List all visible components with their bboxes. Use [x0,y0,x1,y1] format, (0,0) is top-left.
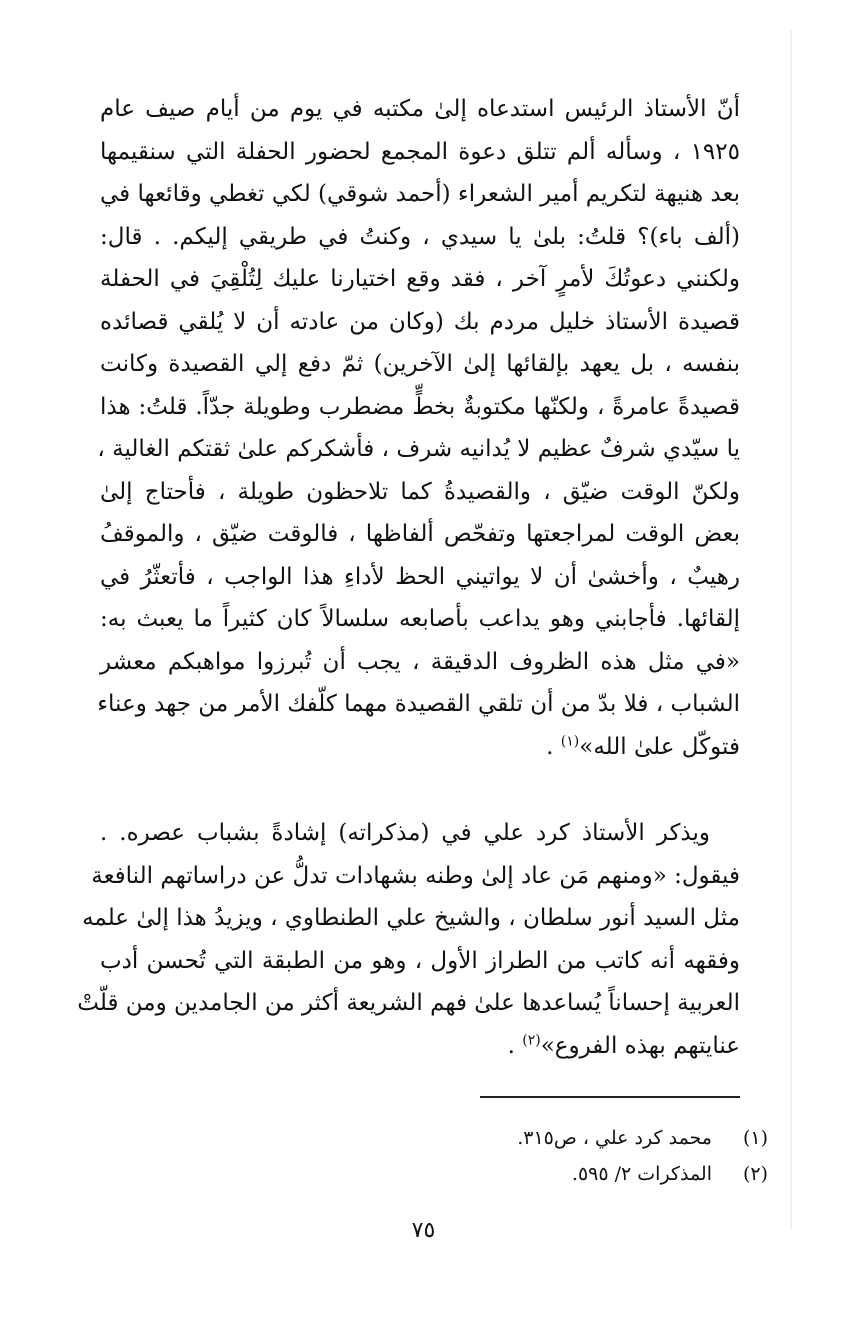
text-line: «في مثل هذه الظروف الدقيقة ، يجب أن تُبرزوا مواهبكم معشر [100,648,740,675]
text-line: العربية إحساناً يُساعدها علىٰ فهم الشريعة أكثر من الجامدين ومن قلّتْ [77,990,740,1016]
footnote-text: محمد كرد علي ، ص٣١٥. [517,1127,712,1149]
line-text: عنايتهم بهذه الفروع» [540,1032,740,1059]
text-line-last [100,726,740,769]
text-line: بعض الوقت لمراجعتها وتفحّص ألفاظها ، فالوقت ضيّق ، والموقفُ [100,521,740,547]
footnote-ref-1[interactable]: (١) [560,732,580,749]
footnote-separator [480,1096,740,1098]
line-text: فتوكّل علىٰ الله» [579,733,740,760]
end-punct: . [507,1032,515,1059]
text-line: إلقائها. فأجابني وهو يداعب بأصابعه سلسالاً كان كثيراً ما يعبث به: [100,606,740,632]
scan-gutter-shadow [790,30,792,1230]
text-line: الشباب ، فلا بدّ من أن تلقي القصيدة مهما كلّفك الأمر من جهد وعناء [97,691,740,717]
text-line: قصيدةً عامرةً ، ولكنّها مكتوبةٌ بخطٍّ مضطرب وطويلة جدّاً. قلتُ: هذا [100,393,740,420]
footnote-item [300,1156,768,1192]
footnote-number: (١) [742,1127,768,1149]
text-line-last [100,1025,740,1068]
footnote-item [300,1120,768,1156]
text-line: قصيدة الأستاذ خليل مردم بك (وكان من عادته أن لا يُلقي قصائده [100,308,740,335]
footnote-ref-2[interactable]: (٢) [522,1031,541,1048]
end-punct: . [546,733,554,760]
text-line: ١٩٢٥ ، وسأله ألم تتلق دعوة المجمع لحضور الحفلة التي سنقيمها [100,138,740,165]
text-line: فيقول: «ومنهم مَن عاد إلىٰ وطنه بشهادات تدلُّ عن دراساتهم النافعة [91,862,740,889]
footnote-text: المذكرات ٢/ ٥٩٥. [571,1163,712,1185]
paragraph-2 [77,812,740,1067]
text-line: بنفسه ، بل يعهد بإلقائها إلىٰ الآخرين) ثمّ دفع إلي القصيدة وكانت [100,351,740,377]
text-line: (ألف باء)؟ قلتُ: بلىٰ يا سيدي ، وكنتُ في طريقي إليكم. . قال: [100,223,740,250]
text-line: أنّ الأستاذ الرئيس استدعاه إلىٰ مكتبه في يوم من أيام صيف عام [100,96,740,122]
text-line: بعد هنيهة لتكريم أمير الشعراء (أحمد شوقي) لكي تغطي وقائعها في [100,181,740,207]
text-line: رهيبٌ ، وأخشىٰ أن لا يواتيني الحظ لأداءِ هذا الواجب ، فأتعثّرُ في [100,563,740,590]
text-line: مثل السيد أنور سلطان ، والشيخ علي الطنطاوي ، ويزيدُ هذا إلىٰ علمه [82,905,740,931]
paragraph-1 [97,88,740,768]
text-line: وفقهه أنه كاتب من الطراز الأول ، وهو من الطبقة التي تُحسن أدب [100,947,740,974]
footnote-number: (٢) [742,1163,768,1185]
text-line: يا سيّدي شرفٌ عظيم لا يُدانيه شرف ، فأشكركم علىٰ ثقتكم الغالية ، [97,436,740,462]
page-number: ٧٥ [411,1218,436,1243]
text-line: ولكنني دعوتُكَ لأمرٍ آخر ، فقد وقع اختيارنا عليك لِتُلْقِيَ في الحفلة [100,266,740,292]
text-line: ويذكر الأستاذ كرد علي في (مذكراته) إشادةً بشباب عصره. . [100,820,710,846]
text-line: ولكنّ الوقت ضيّق ، والقصيدةُ كما تلاحظون طويلة ، فأحتاج إلىٰ [100,478,740,505]
footnotes [300,1120,768,1192]
